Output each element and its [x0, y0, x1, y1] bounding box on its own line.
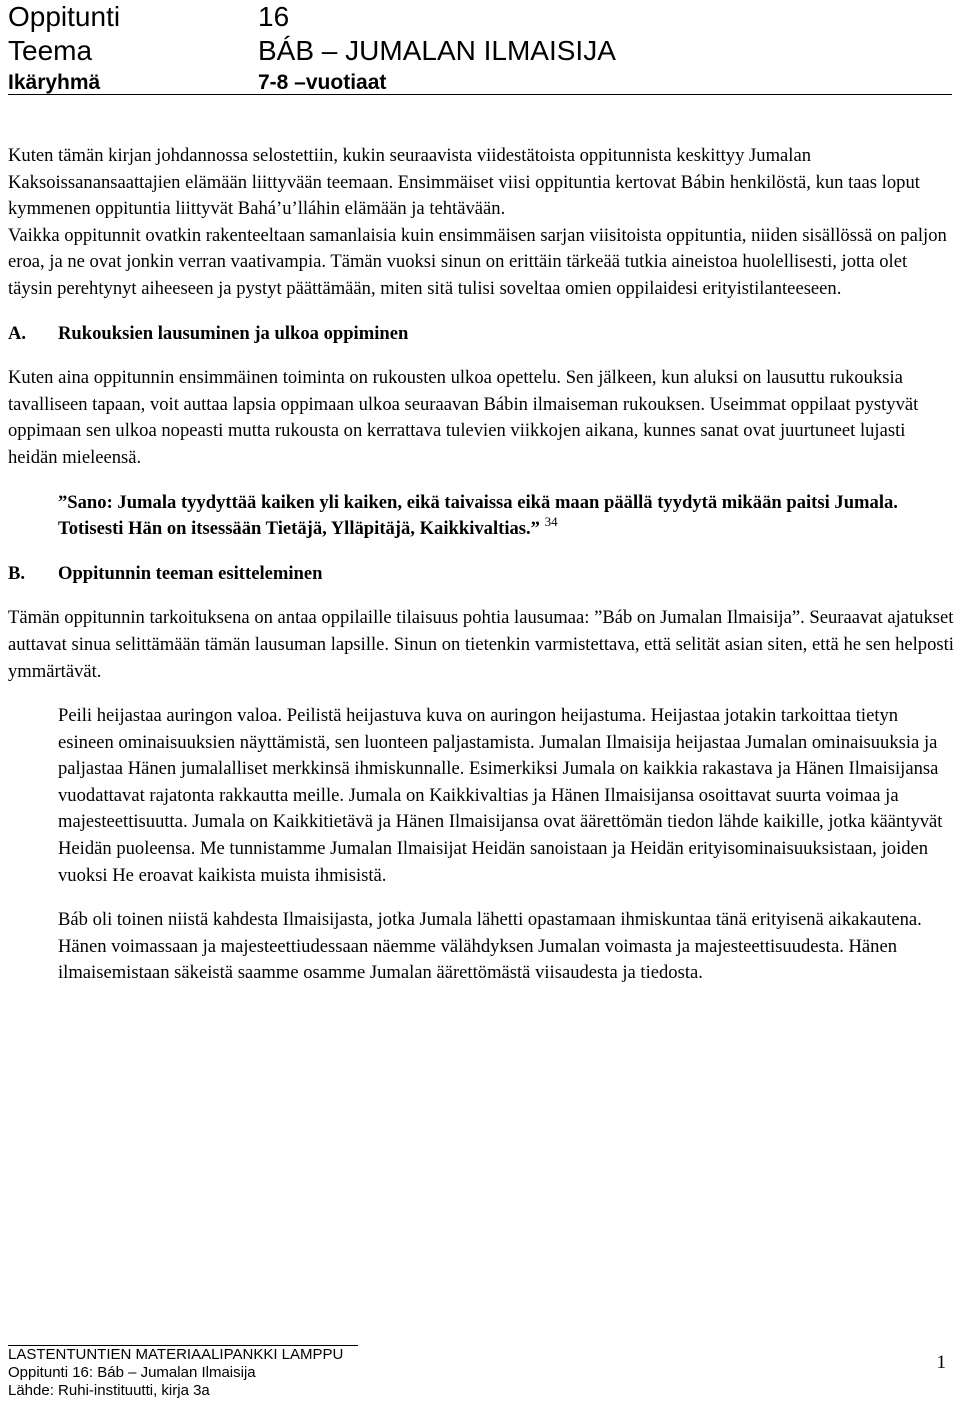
main-content: [8, 143, 954, 987]
explanation-paragraph-2: Báb oli toinen niistä kahdesta Ilmaisijasta, jotka Jumala lähetti opastamaan ihmiskuntaa tänä erityisenä aikakautena. Hänen voimassaan ja majesteettiudessaan näemme välähdyksen Jumalan voimasta ja majesteettisuudesta. Hänen ilmaisemistaan säkeistä saamme osamme Jumalan äärettömästä viisaudesta ja tiedosta.: [58, 909, 922, 984]
page-number: 1: [936, 1352, 946, 1373]
footnote-marker: 34: [544, 514, 558, 530]
page-header: [8, 0, 952, 98]
section-a-title: Rukouksien lausuminen ja ulkoa oppiminen: [58, 322, 409, 344]
section-a-heading: [8, 321, 954, 348]
footer-line-3: Lähde: Ruhi-instituutti, kirja 3a: [8, 1382, 210, 1399]
theme-value: BÁB – JUMALAN ILMAISIJA: [258, 35, 616, 66]
header-divider: [8, 94, 952, 95]
section-b-heading: [8, 561, 954, 588]
spacer: [8, 889, 954, 907]
intro-paragraph-2: Vaikka oppitunnit ovatkin rakenteeltaan samanlaisia kuin ensimmäisen sarjan viisitoista oppituntia, niiden sisällössä on paljon eroa, ja ne ovat jonkin verran vaativampia. Tämän vuoksi sinun on erittäin tärkeää tutkia aineistoa huolellisesti, jotta olet täysin perehtynyt aiheeseen ja pystyt päättämään, miten sitä tulisi soveltaa omien oppilaidesi erityistilanteeseen.: [8, 224, 947, 299]
section-b-text: Tämän oppitunnin tarkoituksena on antaa oppilaille tilaisuus pohtia lausumaa: ”Báb on Jumalan Ilmaisija”. Seuraavat ajatukset auttavat sinua selittämään tämän lausuman lapsille. Sinun on tietenkin varmistettava, että selität asian siten, että he sen helposti ymmärtävät.: [8, 607, 954, 682]
lesson-number: 16: [258, 1, 290, 32]
lesson-label: Oppitunti: [8, 1, 121, 32]
page-footer: [8, 1345, 954, 1400]
spacer: [8, 347, 954, 365]
theme-label: Teema: [8, 35, 93, 66]
prayer-quote: [58, 490, 954, 543]
footer-content: [8, 1346, 954, 1400]
age-value: 7-8 –vuotiaat: [258, 71, 387, 94]
intro-paragraph-1: Kuten tämän kirjan johdannossa selostettiin, kukin seuraavista viidestätoista oppitunnista keskittyy Jumalan Kaksoissanansaattajien elämään liittyvään teemaan. Ensimmäiset viisi oppituntia kertovat Bábin henkilöstä, kun taas loput kymmenen oppituntia liittyvät Bahá’u’lláhin elämään ja tehtävään.: [8, 145, 920, 220]
section-a-text: Kuten aina oppitunnin ensimmäinen toiminta on rukousten ulkoa opettelu. Sen jälkeen, kun aluksi on lausuttu rukouksia tavalliseen tapaan, voit auttaa lapsia oppimaan ulkoa seuraavan Bábin ilmaiseman rukouksen. Useimmat oppilaat pystyvät oppimaan sen ulkoa nopeasti mutta rukousta on kerrattava tulevien viikkojen aikana, kunnes sanat ovat juurtuneet lujasti heidän mieleensä.: [8, 367, 919, 468]
section-a-letter: A.: [8, 322, 27, 344]
lesson-row: [8, 0, 952, 34]
footer-text: [8, 1346, 343, 1400]
spacer: [8, 543, 954, 561]
spacer: [8, 472, 954, 490]
spacer: [8, 587, 954, 605]
age-label: Ikäryhmä: [8, 71, 101, 94]
prayer-quote-text: ”Sano: Jumala tyydyttää kaiken yli kaiken, eikä taivaissa eikä maan päällä tyydytä mikään paitsi Jumala. Totisesti Hän on itsessään Tietäjä, Ylläpitäjä, Kaikkivaltias.”: [58, 491, 898, 540]
footer-line-1: LASTENTUNTIEN MATERIAALIPANKKI LAMPPU: [8, 1346, 344, 1363]
spacer: [8, 303, 954, 321]
section-b-letter: B.: [8, 562, 26, 584]
explanation-paragraph-1: Peili heijastaa auringon valoa. Peilistä heijastuva kuva on auringon heijastuma. Heijastaa jotakin tarkoittaa tietyn esineen ominaisuuksien näyttämistä, sen luonteen paljastamista. Jumalan Ilmaisija heijastaa Jumalan ominaisuuksia ja paljastaa Hänen jumalalliset merkkinsä ihmiskunnalle. Esimerkiksi Jumala on kaikkia rakastava ja Hänen Ilmaisijansa vuodattavat rajatonta rakkautta meille. Jumala on Kaikkivaltias ja Hänen Ilmaisijansa osoittavat suurta voimaa ja majesteettisuutta. Jumala on Kaikkitietävä ja Hänen Ilmaisijansa ovat äärettömän tiedon lähde kaikille, jotka kääntyvät Heidän puoleensa. Me tunnistamme Jumalan Ilmaisijat Heidän sanoistaan ja Heidän erityisominaisuuksistaan, joiden vuoksi He eroavat kaikista muista ihmisistä.: [58, 705, 943, 886]
section-b-title: Oppitunnin teeman esitteleminen: [58, 562, 323, 584]
footer-line-2: Oppitunti 16: Báb – Jumalan Ilmaisija: [8, 1364, 256, 1381]
theme-row: [8, 34, 952, 68]
spacer: [8, 685, 954, 703]
